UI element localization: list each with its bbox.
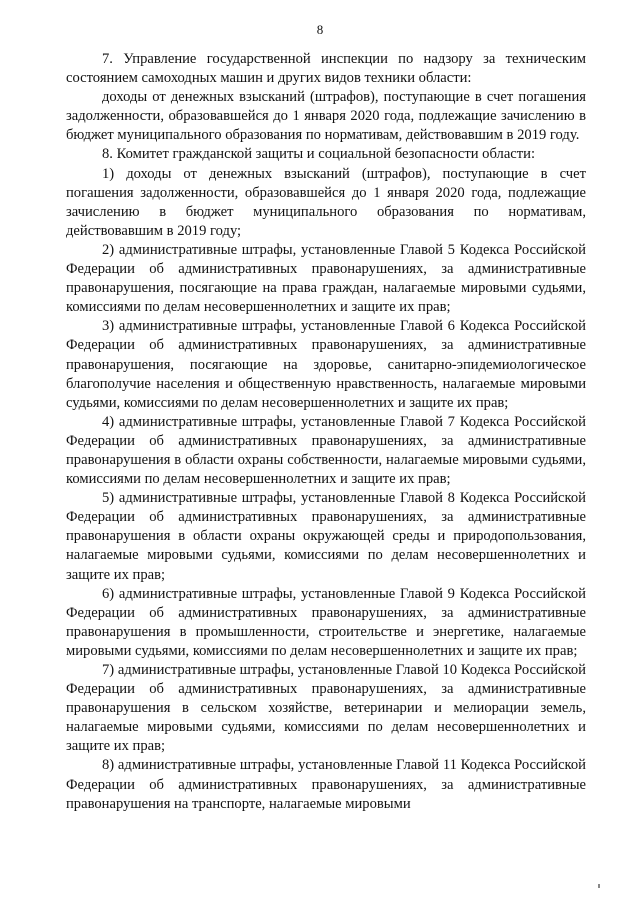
paragraph-item-3: 3) административные штрафы, установленные Главой 6 Кодекса Российской Федерации об административных правонарушениях, за административные правонарушения, посягающие на здоровье, санитарно-эпидемиологическое благополучие населения и общественную нравственность, налагаемые мировыми судьями, комиссиями по делам несовершеннолетних и защите их прав;	[66, 318, 586, 411]
paragraph-item-1: 1) доходы от денежных взысканий (штрафов), поступающие в счет погашения задолженности, образовавшейся до 1 января 2020 года, подлежащие зачислению в бюджет муниципального образования по нормативам, действовавшим в 2019 году;	[66, 165, 586, 239]
paragraph-item-7: 7) административные штрафы, установленные Главой 10 Кодекса Российской Федерации об административных правонарушениях, за административные правонарушения в сельском хозяйстве, ветеринарии и мелиорации земель, налагаемые мировыми судьями, комиссиями по делам несовершеннолетних и защите их прав;	[66, 662, 586, 755]
paragraph-item-6: 6) административные штрафы, установленные Главой 9 Кодекса Российской Федерации об административных правонарушениях, за административные правонарушения в промышленности, строительстве и энергетике, налагаемые мировыми судьями, комиссиями по делам несовершеннолетних и защите их прав;	[66, 585, 586, 659]
paragraph-item-8: 8) административные штрафы, установленные Главой 11 Кодекса Российской Федерации об административных правонарушениях, за административные правонарушения на транспорте, налагаемые мировыми	[66, 757, 586, 812]
scan-artifact-mark	[598, 884, 600, 888]
paragraph-section-8-title: 8. Комитет гражданской защиты и социальной безопасности области:	[102, 146, 536, 163]
paragraph-item-5: 5) административные штрафы, установленные Главой 8 Кодекса Российской Федерации об административных правонарушениях, за административные правонарушения в области охраны окружающей среды и природопользования, налагаемые мировыми судьями, комиссиями по делам несовершеннолетних и защите их прав;	[66, 490, 586, 583]
page-number: 8	[316, 22, 324, 37]
paragraph-section-7-title: 7. Управление государственной инспекции по надзору за техническим состоянием самоходных машин и других видов техники области:	[66, 51, 586, 87]
paragraph-item-2: 2) административные штрафы, установленные Главой 5 Кодекса Российской Федерации об административных правонарушениях, за административные правонарушения, посягающие на права граждан, налагаемые мировыми судьями, комиссиями по делам несовершеннолетних и защите их прав;	[66, 241, 586, 316]
paragraph-item-4: 4) административные штрафы, установленные Главой 7 Кодекса Российской Федерации об административных правонарушениях, за административные правонарушения в области охраны собственности, налагаемые мировыми судьями, комиссиями по делам несовершеннолетних и защите их прав;	[66, 413, 586, 488]
document-body	[66, 50, 586, 814]
paragraph-section-7-income: доходы от денежных взысканий (штрафов), поступающие в счет погашения задолженности, образовавшейся до 1 января 2020 года, подлежащие зачислению в бюджет муниципального образования по нормативам, действовавшим в 2019 году.	[66, 89, 586, 144]
